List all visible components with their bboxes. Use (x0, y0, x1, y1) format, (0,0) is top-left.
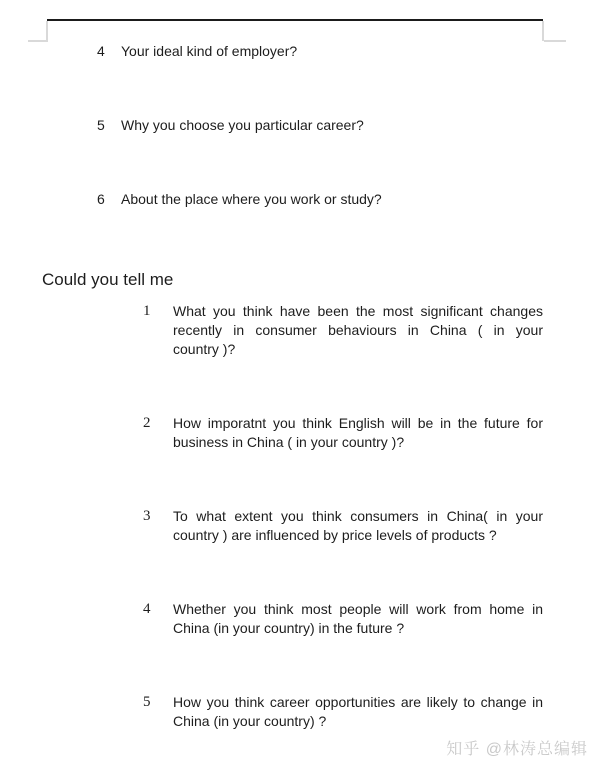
text-line: What you think have been the most significant changes (173, 303, 543, 319)
text-line: recently in consumer behaviours in China ( in your (173, 322, 543, 338)
text-line: China (in your country) in the future ? (173, 620, 405, 636)
text-line: country ) are influenced by price levels of products ? (173, 527, 497, 543)
section-heading: Could you tell me (42, 270, 174, 289)
list-item-number: 1 (143, 303, 151, 319)
list-item-number: 4 (143, 601, 151, 617)
list-item-number: 3 (143, 508, 151, 524)
list-item-number: 2 (143, 415, 151, 431)
list-item (143, 302, 545, 359)
list-item-text (173, 693, 543, 731)
question-item (97, 118, 364, 133)
margin-crop-mark-right (544, 40, 566, 42)
list-item (143, 414, 545, 452)
question-number: 4 (97, 43, 105, 59)
text-line: country )? (173, 341, 236, 357)
list-item-text (173, 600, 543, 638)
list-item-number: 5 (143, 694, 151, 710)
list-item-text (173, 302, 543, 359)
question-text: Why you choose you particular career? (121, 117, 364, 133)
text-line: How imporatnt you think English will be in the future for (173, 415, 543, 431)
text-line: China (in your country) ? (173, 713, 327, 729)
list-item (143, 693, 545, 731)
margin-crop-mark-left (28, 40, 48, 42)
question-text: About the place where you work or study? (121, 191, 382, 207)
page-top-border-rule (47, 19, 543, 21)
list-item (143, 507, 545, 545)
zhihu-watermark: 知乎 @林涛总编辑 (446, 741, 588, 758)
list-item (143, 600, 545, 638)
margin-crop-mark-left (46, 21, 48, 41)
list-item-text (173, 414, 543, 452)
question-item (97, 44, 297, 59)
list-item-text (173, 507, 543, 545)
margin-crop-mark-right (542, 21, 544, 41)
text-line: Whether you think most people will work from home in (173, 601, 543, 617)
question-number: 6 (97, 191, 105, 207)
question-text: Your ideal kind of employer? (121, 43, 298, 59)
text-line: business in China ( in your country )? (173, 434, 405, 450)
question-item (97, 192, 382, 207)
text-line: How you think career opportunities are likely to change in (173, 694, 543, 710)
text-line: To what extent you think consumers in China( in your (173, 508, 543, 524)
question-number: 5 (97, 117, 105, 133)
